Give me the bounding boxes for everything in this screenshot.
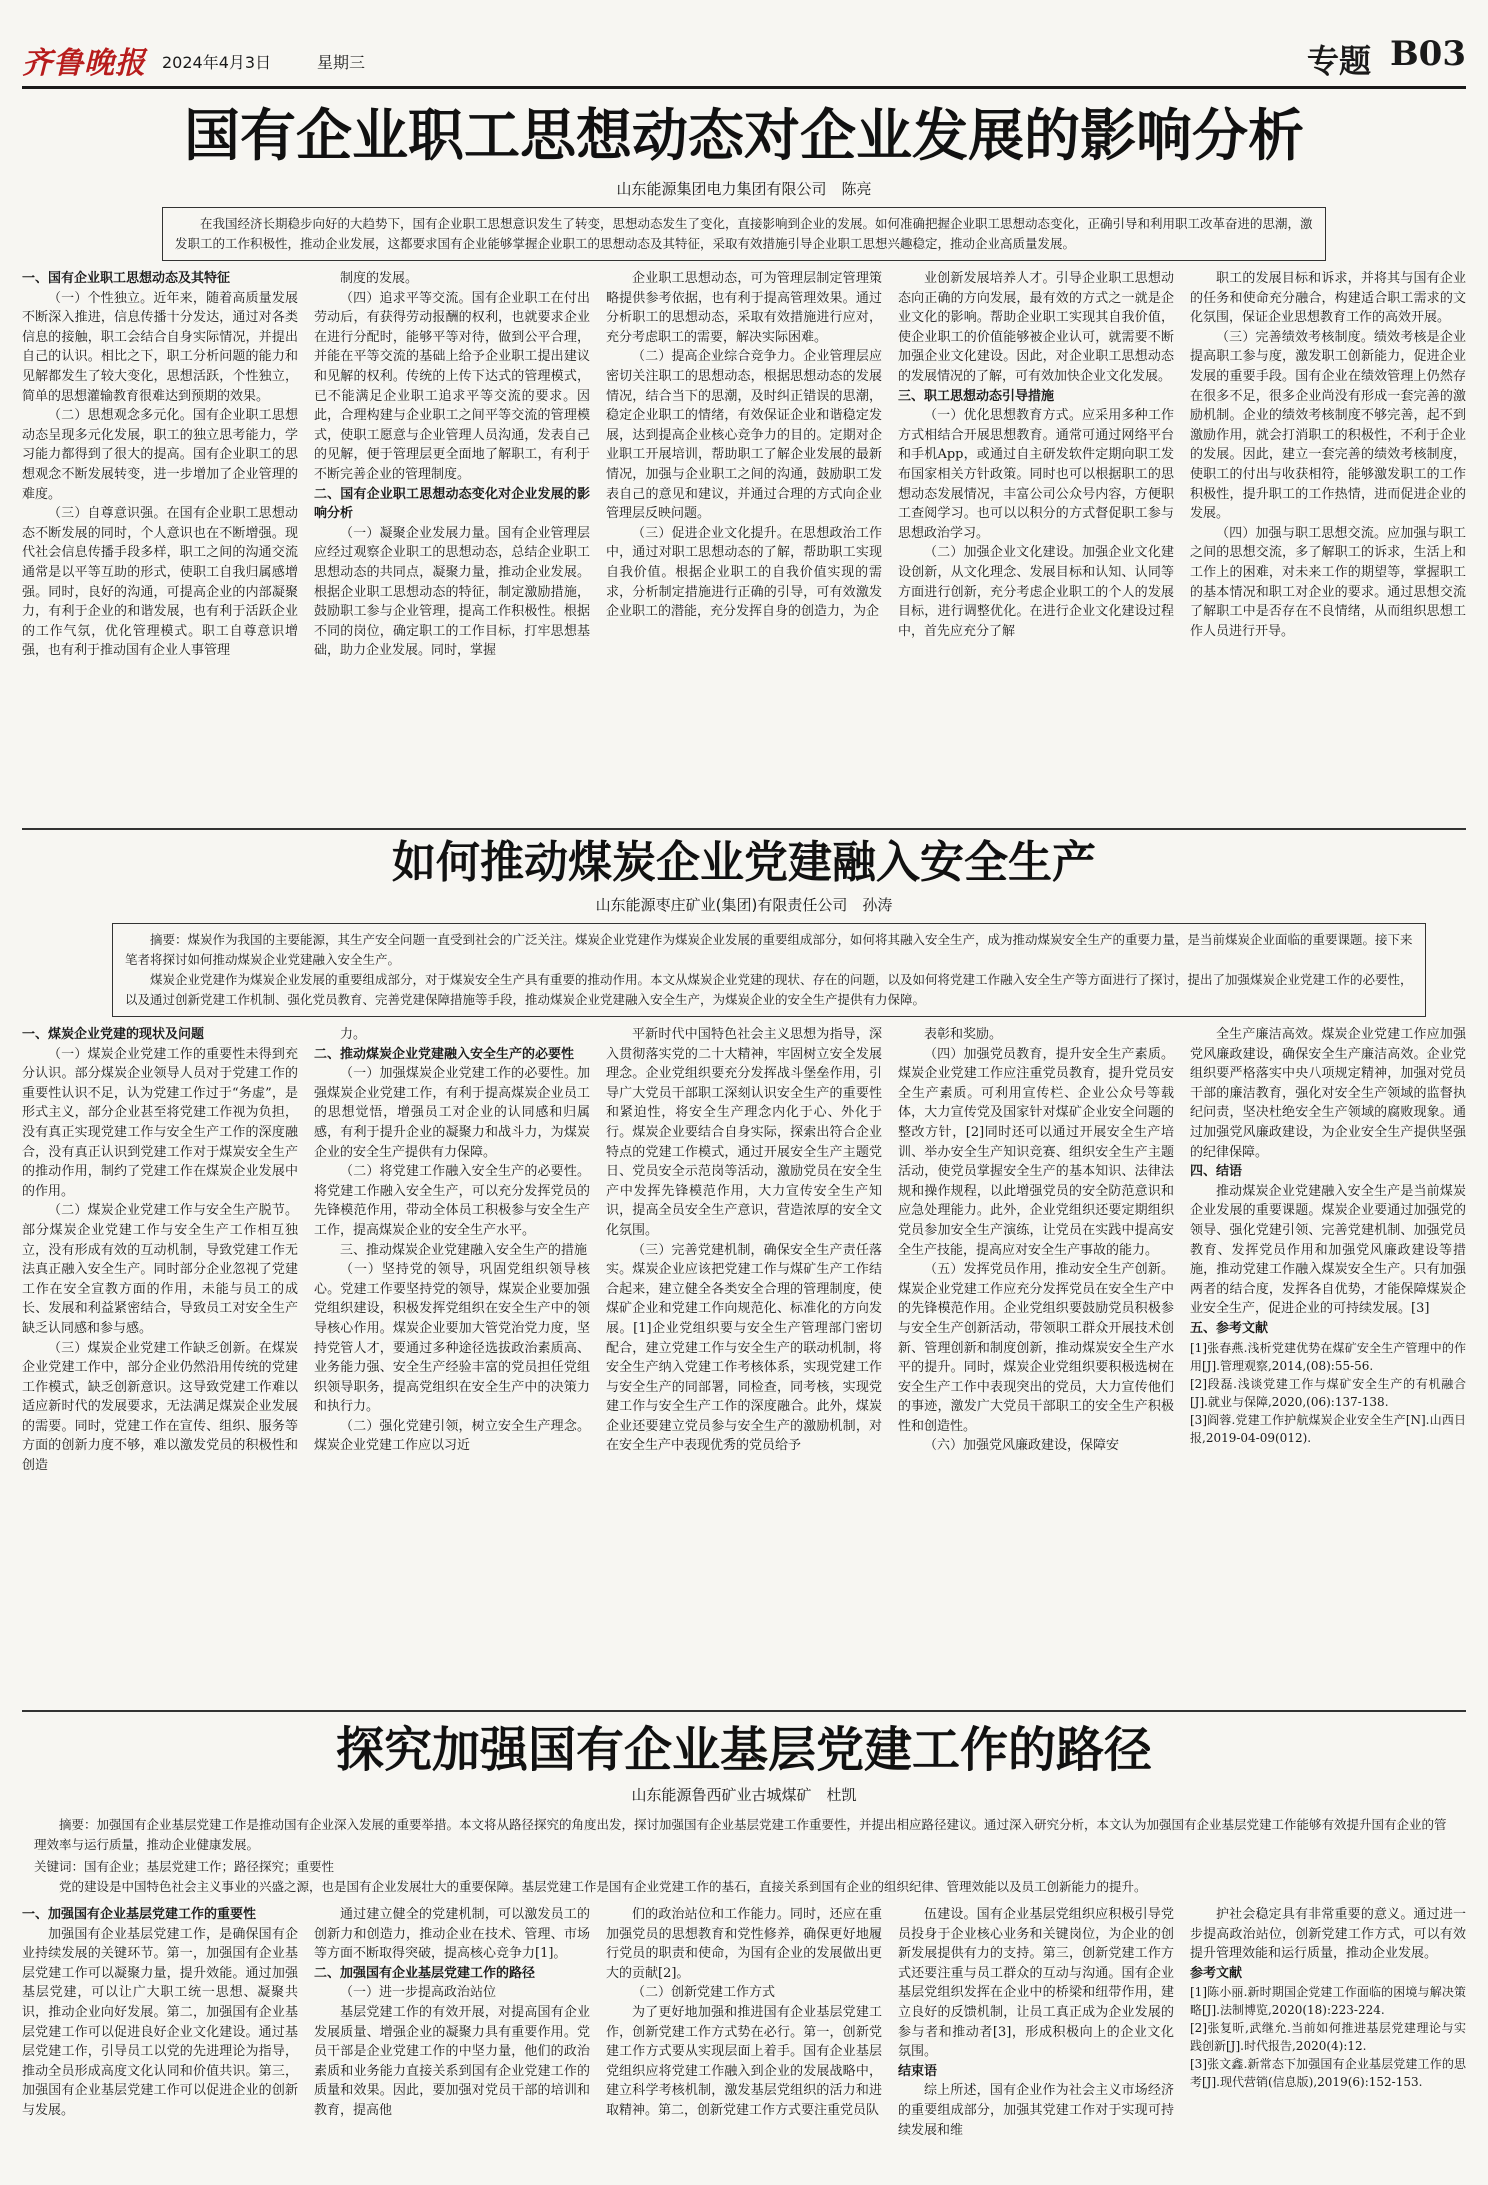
body-paragraph: 力。 [340, 1027, 367, 1042]
masthead-rule [22, 86, 1466, 89]
body-paragraph: 为了更好地加强和推进国有企业基层党建工作，创新党建工作方式势在必行。第一，创新党建工作方式要从实现层面上着手。国有企业基层党组织应将党建工作融入到企业的发展战略中，建立科学考核机制，激发基层党组织的活力和进取精神。第二，创新党建工作方式要注重党员队 [606, 2004, 882, 2118]
body-paragraph: 表彰和奖励。 [924, 1027, 1003, 1042]
abstract-paragraph: 煤炭企业党建作为煤炭企业发展的重要组成部分，对于煤炭安全生产具有重要的推动作用。本文从煤炭企业党建的现状、存在的问题，以及如何将党建工作融入安全生产等方面进行了探讨，提出了加强煤炭企业党建工作的必要性，以及通过创新党建工作机制、强化党员教育、完善党建保障措施等手段，推动煤炭企业党建融入安全生产，为煤炭企业的安全生产提供有力保障。 [125, 972, 1413, 1007]
body-paragraph: 平新时代中国特色社会主义思想为指导，深入贯彻落实党的二十大精神，牢固树立安全发展理念。企业党组织要充分发挥战斗堡垒作用，引导广大党员干部职工深刻认识安全生产的重要性和紧迫性，将安全生产理念内化于心、外化于行。煤炭企业要结合自身实际，探索出符合企业特点的党建工作模式，通过开展安全生产主题党日、党员安全示范岗等活动，激励党员在安全生产中发挥先锋模范作用，大力宣传安全生产知识，提高全员安全生产意识，营造浓厚的安全文化氛围。 [606, 1027, 882, 1238]
body-paragraph: （二）将党建工作融入安全生产的必要性。将党建工作融入安全生产，可以充分发挥党员的先锋模范作用，带动全体员工积极参与安全生产工作，提高煤炭企业的安全生产水平。 [314, 1164, 590, 1238]
section-heading: 一、加强国有企业基层党建工作的重要性 [22, 1907, 257, 1922]
body-paragraph: （三）促进企业文化提升。在思想政治工作中，通过对职工思想动态的了解，帮助职工实现自我价值。根据企业职工的自我价值实现的需求，分析制定措施进行正确的引导，可有效激发企业职工的潜能，充分发挥自身的创造力，为企 [606, 525, 882, 620]
text-column [606, 269, 882, 859]
body-paragraph: 业创新发展培养人才。引导企业职工思想动态向正确的方向发展，最有效的方式之一就是企业文化的影响。帮助企业职工实现其自我价值，使企业职工的价值能够被企业认可，就需要不断加强企业文化建设。因此，对企业职工思想动态的发展情况的了解，可有效加快企业文化发展。 [898, 271, 1174, 384]
masthead [22, 20, 1466, 90]
abstract-paragraph: 摘要：加强国有企业基层党建工作是推动国有企业深入发展的重要举措。本文将从路径探究的角度出发，探讨加强国有企业基层党建工作重要性，并提出相应路径建议。通过深入研究分析，本文认为加强国有企业基层党建工作能够有效提升国有企业的管理效率与运行质量，推动企业健康发展。 [34, 1817, 1447, 1852]
section-heading: 一、国有企业职工思想动态及其特征 [22, 271, 231, 286]
divider [22, 828, 1466, 830]
body-paragraph: （四）加强与职工思想交流。应加强与职工之间的思想交流，多了解职工的诉求，生活上和工作上的困难，对未来工作的期望等，掌握职工的基本情况和职工对企业的要求。通过思想交流了解职工中是否存在不良情绪，从而组织思想工作人员进行开导。 [1190, 525, 1466, 639]
body-paragraph: （一）凝聚企业发展力量。国有企业管理层应经过观察企业职工的思想动态，总结企业职工思想动态的共同点，凝聚力量，推动企业发展。根据企业职工思想动态的特征，制定激励措施，鼓励职工参与企业管理，提高工作积极性。根据不同的岗位，确定职工的工作目标，打牢思想基础，助力企业发展。同时，掌握 [314, 525, 590, 659]
section-heading: 二、国有企业职工思想动态变化对企业发展的影响分析 [314, 486, 590, 522]
text-column [898, 1025, 1174, 1715]
article-byline: 山东能源集团电力集团有限公司 陈亮 [616, 180, 872, 198]
reference-item: [3]阎蓉.党建工作护航煤炭企业安全生产[N].山西日报,2019-04-09(012). [1190, 1412, 1466, 1445]
body-paragraph: 推动煤炭企业党建融入安全生产是当前煤炭企业发展的重要课题。煤炭企业要通过加强党的领导、强化党建引领、完善党建机制、加强党员教育、发挥党员作用和加强党风廉政建设等措施，推动党建工作融入煤炭安全生产。只有加强两者的结合度，发挥各自优势，才能保障煤炭企业安全生产，促进企业的可持续发展。[3] [1190, 1183, 1466, 1317]
text-column [898, 269, 1174, 859]
page-number: B03 [1389, 34, 1466, 74]
section-heading: 二、加强国有企业基层党建工作的路径 [314, 1965, 536, 1981]
body-paragraph: 制度的发展。 [340, 271, 419, 286]
section-heading: 四、结语 [1190, 1164, 1243, 1180]
body-paragraph: 综上所述，国有企业作为社会主义市场经济的重要组成部分，加强其党建工作对于实现可持续发展和维 [898, 2083, 1174, 2138]
body-paragraph: 三、推动煤炭企业党建融入安全生产的措施 [340, 1242, 588, 1258]
body-paragraph: （二）强化党建引领，树立安全生产理念。煤炭企业党建工作应以习近 [314, 1418, 590, 1454]
body-paragraph: （四）追求平等交流。国有企业职工在付出劳动后，有获得劳动报酬的权利，也就要求企业在进行分配时，能够平等对待，做到公平合理，并能在平等交流的基础上给予企业职工提出建议和见解的权利。传统的上传下达式的管理模式，已不能满足企业职工追求平等交流的要求。因此，合理构建与企业职工之间平等交流的管理模式，使职工愿意与企业管理人员沟通，发表自己的见解，便于管理层更全面地了解职工，有利于不断完善企业的管理制度。 [314, 290, 590, 482]
article-body [22, 1025, 1466, 1715]
body-paragraph: 全生产廉洁高效。煤炭企业党建工作应加强党风廉政建设，确保安全生产廉洁高效。企业党组织要严格落实中央八项规定精神，加强对党员干部的廉洁教育，强化对安全生产领域的监督执纪问责，坚决杜绝安全生产领域的腐败现象。通过加强党风廉政建设，为企业安全生产提供坚强的纪律保障。 [1190, 1027, 1466, 1160]
article-byline: 山东能源枣庄矿业(集团)有限责任公司 孙涛 [595, 896, 893, 914]
section-heading: 参考文献 [1190, 1965, 1243, 1981]
section-heading: 五、参考文献 [1190, 1320, 1269, 1336]
article-title: 探究加强国有企业基层党建工作的路径 [335, 1722, 1152, 1778]
abstract-paragraph: 在我国经济长期稳步向好的大趋势下，国有企业职工思想意识发生了转变，思想动态发生了变化，直接影响到企业的发展。如何准确把握企业职工思想动态变化，正确引导和利用职工改革奋进的思潮，激发职工的工作积极性，推动企业发展，这都要求国有企业能够掌握企业职工的思想动态及其特征，采取有效措施引导企业职工思想兴趣稳定，推动企业高质量发展。 [175, 216, 1313, 251]
body-paragraph: （三）完善党建机制，确保安全生产责任落实。煤炭企业应该把党建工作与煤矿生产工作结合起来，建立健全各类安全合理的管理制度，使煤矿企业和党建工作向规范化、标准化的方向发展。[1]企业党组织要与安全生产管理部门密切配合，建立党建工作与安全生产的联动机制，将安全生产纳入党建工作考核体系，实现党建工作与安全生产的同部署，同检查，同考核，实现党建工作与安全生产工作的深度融合。此外，煤炭企业还要建立党员参与安全生产的激励机制，对在安全生产中表现优秀的党员给予 [606, 1242, 882, 1454]
reference-item: [2]段磊.浅谈党建工作与煤矿安全生产的有机融合[J].就业与保障,2020,(06):137-138. [1190, 1376, 1466, 1409]
article-3 [22, 1716, 1466, 2185]
keywords: 关键词：国有企业；基层党建工作；路径探究；重要性 [34, 1859, 335, 1874]
section-heading: 一、煤炭企业党建的现状及问题 [22, 1027, 205, 1042]
abstract-box [162, 207, 1326, 261]
reference-item: [1]张春燕.浅析党建优势在煤矿安全生产管理中的作用[J].管理观察,2014,(08):55-56. [1190, 1340, 1466, 1373]
body-paragraph: （五）发挥党员作用，推动安全生产创新。煤炭企业党建工作应充分发挥党员在安全生产中的先锋模范作用。企业党组织要鼓励党员积极参与安全生产创新活动，带领职工群众开展技术创新、管理创新和制度创新，推动煤炭安全生产水平的提升。同时，煤炭企业党组织要积极选树在安全生产工作中表现突出的党员，大力宣传他们的事迹，激发广大党员干部职工的安全生产积极性和创造性。 [898, 1262, 1174, 1434]
reference-item: [1]陈小丽.新时期国企党建工作面临的困境与解决策略[J].法制博览,2020(18):223-224. [1190, 1985, 1466, 2018]
reference-item: [3]张文鑫.新常态下加强国有企业基层党建工作的思考[J].现代营销(信息版),2019(6):152-153. [1190, 2057, 1466, 2090]
article-2 [22, 832, 1466, 1715]
text-column [606, 1905, 882, 2185]
reference-item: [2]张复昕,武继允.当前如何推进基层党建理论与实践创新[J].时代报告,2020(4):12. [1190, 2021, 1466, 2054]
text-column [898, 1905, 1174, 2185]
text-column [314, 1905, 590, 2185]
text-column [22, 1905, 298, 2185]
body-paragraph: （二）思想观念多元化。国有企业职工思想动态呈现多元化发展，职工的独立思考能力，学习能力都得到了很大的提高。国有企业职工的思想观念不断发展转变，进一步增加了企业管理的难度。 [22, 408, 298, 502]
section-heading: 三、职工思想动态引导措施 [898, 388, 1055, 404]
abstract-box [112, 923, 1426, 1017]
article-body [22, 1905, 1466, 2185]
article-1 [22, 96, 1466, 859]
abstract-box [22, 1813, 1466, 1857]
section-heading: 结束语 [898, 2063, 938, 2079]
text-column [22, 1025, 298, 1715]
article-title: 国有企业职工思想动态对企业发展的影响分析 [184, 103, 1304, 169]
issue-date: 2024年4月3日 [162, 53, 272, 72]
text-column [606, 1025, 882, 1715]
text-column [1190, 269, 1466, 859]
body-paragraph: 职工的发展目标和诉求，并将其与国有企业的任务和使命充分融合，构建适合职工需求的文化氛围，保证企业思想教育工作的高效开展。 [1190, 271, 1466, 326]
body-paragraph: （一）进一步提高政治站位 [340, 1985, 497, 2001]
text-column [22, 269, 298, 859]
text-column [314, 1025, 590, 1715]
body-paragraph: 们的政治站位和工作能力。同时，还应在重加强党员的思想教育和党性修养，确保更好地履行党员的职责和使命，为国有企业的发展做出更大的贡献[2]。 [606, 1907, 882, 1981]
body-paragraph: 伍建设。国有企业基层党组织应积极引导党员投身于企业核心业务和关键岗位，为企业的创新发展提供有力的支持。第三，创新党建工作方式还要注重与员工群众的互动与沟通。国有企业基层党组织发挥在企业中的桥梁和纽带作用，建立良好的反馈机制，让员工真正成为企业发展的参与者和推动者[3]，形成积极向上的企业文化氛围。 [898, 1907, 1174, 2060]
body-paragraph: 基层党建工作的有效开展，对提高国有企业发展质量、增强企业的凝聚力具有重要作用。党员干部是企业党建工作的中坚力量，他们的政治素质和业务能力直接关系到国有企业党建工作的质量和效果。因此，要加强对党员干部的培训和教育，提高他 [314, 2004, 590, 2118]
body-paragraph: （三）煤炭企业党建工作缺乏创新。在煤炭企业党建工作中，部分企业仍然沿用传统的党建工作模式，缺乏创新意识。这导致党建工作难以适应新时代的发展要求，无法满足煤炭企业发展的需要。同时，党建工作在宣传、组织、服务等方面的创新力度不够，难以激发党员的积极性和创造 [22, 1340, 298, 1474]
divider [22, 1710, 1466, 1712]
section-heading: 二、推动煤炭企业党建融入安全生产的必要性 [314, 1046, 575, 1062]
body-paragraph: （三）自尊意识强。在国有企业职工思想动态不断发展的同时，个人意识也在不断增强。现代社会信息传播手段多样，职工之间的沟通交流通常是以平等互助的形式，使职工自我归属感增强。同时，良好的沟通，可提高企业的内部凝聚力，有利于企业的和谐发展，也有利于活跃企业的工作气氛，优化管理模式。职工自尊意识增强，也有利于推动国有企业人事管理 [22, 506, 298, 659]
body-paragraph: （二）加强企业文化建设。加强企业文化建设创新，从文化理念、发展目标和认知、认同等方面进行创新，充分考虑企业职工的个人的发展目标，进行调整优化。在进行企业文化建设过程中，首先应充分了解 [898, 545, 1174, 639]
newspaper-logo: 齐鲁晚报 [22, 46, 146, 81]
body-paragraph: 护社会稳定具有非常重要的意义。通过进一步提高政治站位，创新党建工作方式，可以有效提升管理效能和运行质量，推动企业发展。 [1190, 1907, 1466, 1962]
body-paragraph: （三）完善绩效考核制度。绩效考核是企业提高职工参与度，激发职工创新能力，促进企业发展的重要手段。国有企业在绩效管理上仍然存在很多不足，很多企业尚没有形成一套完善的激励机制。企业的绩效考核制度不够完善，起不到激励作用，就会打消职工的积极性，不利于企业的发展。因此，建立一套完善的绩效考核制度，使职工的付出与收获相符，能够激发职工的工作积极性，提升职工的工作热情，进而促进企业的发展。 [1190, 329, 1466, 522]
body-paragraph: （一）加强煤炭企业党建工作的必要性。加强煤炭企业党建工作，有利于提高煤炭企业员工的思想觉悟，增强员工对企业的认同感和归属感，有利于提升企业的凝聚力和战斗力，为煤炭企业的安全生产提供有力保障。 [314, 1066, 590, 1160]
section-name: 专题 [1306, 42, 1371, 80]
intro-paragraph: 党的建设是中国特色社会主义事业的兴盛之源，也是国有企业发展壮大的重要保障。基层党建工作是国有企业党建工作的基石，直接关系到国有企业的组织纪律、管理效能以及员工创新能力的提升。 [59, 1879, 1147, 1894]
article-body [22, 269, 1466, 859]
body-paragraph: （二）提高企业综合竞争力。企业管理层应密切关注职工的思想动态，根据思想动态的发展情况，结合当下的思潮，及时纠正错误的思潮，稳定企业职工的情绪，有效保证企业和谐稳定发展，达到提高企业核心竞争力的目的。定期对企业职工开展培训，帮助职工了解企业发展的最新情况，加强与企业职工之间的沟通，鼓励职工发表自己的意见和建议，并通过合理的方式向企业管理层反映问题。 [606, 349, 882, 522]
body-paragraph: （二）煤炭企业党建工作与安全生产脱节。部分煤炭企业党建工作与安全生产工作相互独立，没有形成有效的互动机制，导致党建工作无法真正融入安全生产。同时部分企业忽视了党建工作在安全宣教方面的作用，未能与员工的成长、发展和利益紧密结合，导致员工对安全生产缺乏认同感和参与感。 [22, 1203, 298, 1336]
text-column [1190, 1025, 1466, 1715]
body-paragraph: 加强国有企业基层党建工作，是确保国有企业持续发展的关键环节。第一，加强国有企业基层党建工作可以凝聚力量，提升效能。通过加强基层党建，可以让广大职工统一思想、凝聚共识，推动企业向好发展。第二，加强国有企业基层党建工作可以促进良好企业文化建设。通过基层党建工作，引导员工以党的先进理论为指导，推动全员形成高度文化认同和价值共识。第三，加强国有企业基层党建工作可以促进企业的创新与发展。 [22, 1926, 298, 2118]
article-title: 如何推动煤炭企业党建融入安全生产 [392, 837, 1096, 888]
body-paragraph: （六）加强党风廉政建设，保障安 [924, 1438, 1120, 1454]
issue-weekday: 星期三 [317, 53, 366, 72]
text-column [1190, 1905, 1466, 2185]
body-paragraph: （一）坚持党的领导，巩固党组织领导核心。党建工作要坚持党的领导，煤炭企业要加强党组织建设，积极发挥党组织在安全生产中的领导核心作用。煤炭企业要加大管党治党力度，坚持党管人才，要通过多种途径选拔政治素质高、业务能力强、安全生产经验丰富的党员担任党组织领导职务，提高党组织在安全生产中的决策力和执行力。 [314, 1262, 590, 1415]
body-paragraph: 通过建立健全的党建机制，可以激发员工的创新力和创造力，推动企业在技术、管理、市场等方面不断取得突破，提高核心竞争力[1]。 [314, 1907, 590, 1962]
article-byline: 山东能源鲁西矿业古城煤矿 杜凯 [631, 1786, 857, 1804]
abstract-paragraph: 摘要：煤炭作为我国的主要能源，其生产安全问题一直受到社会的广泛关注。煤炭企业党建作为煤炭企业发展的重要组成部分，如何将其融入安全生产，成为推动煤炭安全生产的重要力量，是当前煤炭企业面临的重要课题。接下来笔者将探讨如何推动煤炭企业党建融入安全生产。 [125, 932, 1413, 967]
body-paragraph: （一）个性独立。近年来，随着高质量发展不断深入推进，信息传播十分发达，通过对各类信息的接触，职工会结合自身实际情况，并提出自己的认识。相比之下，职工分析问题的能力和见解都发生了较大变化，思想活跃，个性独立，简单的思想灌输教育很难达到预期的效果。 [22, 290, 298, 404]
text-column [314, 269, 590, 859]
body-paragraph: （一）优化思想教育方式。应采用多种工作方式相结合开展思想教育。通常可通过网络平台和手机App，或通过自主研发软件定期向职工发布国家相关方针政策。同时也可以根据职工的思想动态发展情况，丰富公司公众号内容，方便职工查阅学习。也可以以积分的方式督促职工参与思想政治学习。 [898, 408, 1174, 541]
body-paragraph: 企业职工思想动态，可为管理层制定管理策略提供参考依据，也有利于提高管理效果。通过分析职工的思想动态，采取有效措施进行应对，充分考虑职工的需要，解决实际困难。 [606, 271, 882, 345]
body-paragraph: （一）煤炭企业党建工作的重要性未得到充分认识。部分煤炭企业领导人员对于党建工作的重要性认识不足，认为党建工作过于“务虚”，是形式主义，部分企业甚至将党建工作视为负担，没有真正实现党建工作与安全生产工作的深度融合，没有真正认识到党建工作对于煤炭安全生产的推动作用，制约了党建工作在煤炭企业发展中的作用。 [22, 1046, 298, 1199]
body-paragraph: （二）创新党建工作方式 [632, 1985, 776, 2001]
body-paragraph: （四）加强党员教育，提升安全生产素质。煤炭企业党建工作应注重党员教育，提升党员安全生产素质。可利用宣传栏、企业公众号等载体，大力宣传党及国家针对煤矿企业安全问题的整改方针，[2]同时还可以通过开展安全生产培训、举办安全生产知识竞赛、组织安全生产主题活动，使党员掌握安全生产的基本知识、法律法规和操作规程，以此增强党员的安全防范意识和应急处理能力。此外，企业党组织还要定期组织党员参加安全生产演练，让党员在实践中提高安全生产技能，提高应对安全生产事故的能力。 [898, 1046, 1174, 1258]
